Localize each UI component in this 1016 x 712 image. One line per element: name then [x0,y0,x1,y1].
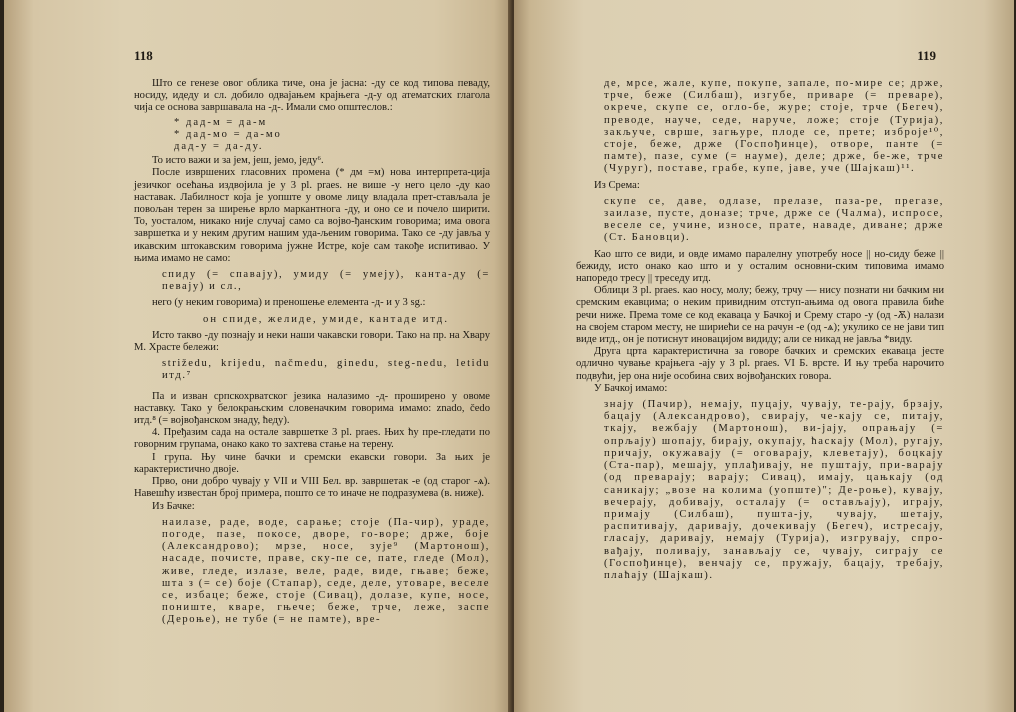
paragraph: Друга црта карактеристична за говоре бачких и сремских екаваца јесте одлично чување крајњега -ају у 3 pl. praes. VI Б. врсте. И њу треба нарочито подвући, јер она није особина свих војвођанских говора. [576,346,944,382]
example-line: * дад-мо = да-мо [174,128,282,140]
right-page [514,0,1014,712]
example-quote: скупе се, даве, одлазе, прелазе, паза-ре, прегазе, заилазе, пусте, доназе; трче, држе се (Чалма), испросе, веселе се, учине, износе, прате, наваде, диване; држе (Ст. Бановци). [604,195,944,244]
page-number-right: 119 [917,48,936,63]
left-page [4,0,512,712]
paragraph: Па и изван српскохрватског језика налазимо -д- проширено у овоме наставку. Тако у белокрањским словеначким говорима имамо: znado, čedo итд.⁸ (= војвођанском знаду, ћеду). [134,390,490,427]
paragraph: Исто такво -ду познају и неки наши чакавски говори. Тако на пр. на Хвару М. Храсте бележи: [134,329,490,354]
paragraph: 4. Пређазим сада на остале завршетке 3 pl. praes. Њих ћу пре-гледати по говорним групама, онако како то захтева стање на терену. [134,427,490,451]
paragraph: Као што се види, и овде имамо паралелну употребу носе || но-сиду беже || бежиду, исто онако као што и у осталим основни-ским типовима имамо напоредо тресу || треседу итд. [576,248,944,285]
example-line: * дад-м = да-м [174,116,268,128]
paragraph: Што се генезе овог облика тиче, она је јасна: -ду се код типова певаду, носиду, идеду и сл. добило одвајањем крајњега -д-у од атематских глагола чија се основа завршавала на -д-. Имали смо општеслов.: [134,78,490,114]
paragraph: него (у неким говорима) и преношење елемента -д- и у 3 sg.: [152,297,426,309]
example-quote: де, мрсе, жале, купе, покупе, запале, по-мире се; држе, трче, беже (Силбаш), изгубе, приваре (= преваре), окрече, скупе се, огло-бе, журе; стоје, трче (Бегеч), преводе, научe, седе, наруче, ложе; стоје (Турија), закључе, сврше, загњуре, плоде се, прете; изброје¹⁰, стоје, беже, држе (Госпођинце), отворе, панте (= памте), пазе, суме (= науме), деле; држе, бе-же, трче (Чуруг), поставе, грабе, купе, јаве, уче (Шајкаш)¹¹. [604,78,944,175]
example-quote: он спиде, желиде, умиде, кантаде итд. [203,313,449,325]
paragraph: Из Бачке: [152,500,195,512]
paragraph: Облици 3 pl. praes. као носу, молу; бежу, трчу — нису познати ни бачким ни сремским екавцима; о неким привидним отступ-ањима од овога правила биће речи ниже. Према томе се код екаваца у Бачкој и Срему старо -у (од -Ѫ) налази на својем старом месту, не шириећи се на рачун -е (од -ѧ); укулико се не јави тип виде итд., он је потиснут иновацијом видиду; али се никад не јавља *виду. [576,285,944,346]
example-line: дад-у = да-ду. [174,141,264,153]
page-number-left: 118 [134,48,153,63]
example-quote: strižedu, krijedu, načmedu, ginedu, steg-nedu, letidu итд.⁷ [162,358,490,382]
paragraph: Из Срема: [594,179,640,191]
example-quote: наилазе, раде, воде, сарање; стоје (Па-чир), ураде, погоде, пазе, покосе, дворе, го-воре; држе, боје (Александрово); мрзе, носе, зује⁹ (Мартонош), насаде, почисте, праве, ску-пе се, пате, гледе (Мол), живе, гледе, излазе, веле, раде, виде, гњаве; беже, шта з (= се) боје (Стапар), седе, деле, утоваре, веселе се, избаце; беже, стоје (Сивац), долазе, купе, носе, пониште, кваре, гњече; беже, трче, леже, заспе (Дероње), не тубе (= не памте), вре- [162,516,490,626]
paragraph: Прво, они добро чувају у VII и VIII Бел. вр. завршетак -е (од старог -ѧ). Навешћу известан број примера, пошто се то иначе не подразумева (в. ниже). [134,476,490,500]
paragraph: То исто важи и за јем, јеш, јемо, једу⁶. [152,155,324,167]
example-quote: знају (Пачир), немају, пуцају, чувају, те-рају, брзају, бацају (Александрово), свирају, че-кају се, питају, ткају, вежбају (Мартонош), ви-јају, опрањају (= опрљају) шопају, бирају, окупају, ћаскају (Мол), ругају, причају, окужавају (= оговарају, клеветају), боцкају (Ста-пар), мешају, уплађивају, не пуштају, при-варају (од преварају; варају; Сивац), имају, цањкају (од саникају; „возе на колима (уопште)"; Де-роње), кувају, вечерају, добивају, осталају (= остављају), играју, примају (Силбаш), пушта-ју, чувају, шетају, распитивају, даривају, дочекивају (Бегеч), истресају, гласају, даривају, немају (Турија), изгрувају, спро-вађају, поливају, занављају се, чувају, сиграју се (Госпођинце), венчају се, пружају, бацају, требају, плаћају (Шајкаш). [604,399,944,581]
example-quote: спиду (= спавају), умиду (= умеју), канта-ду (= певају) и сл., [162,269,490,293]
example-block [174,117,490,154]
paragraph: После извршених гласовних промена (* дм =м) нова интерпрета-ција језичког осећања издвојила је у 3 pl. praes. не више -у него цело -ду као наставак. Лабилност која је уопште у овоме лицу владала прет-стављала је повољан терен за ширење врло маркантнога -ду, и оно се и почело ширити. То, уосталом, никако није случај само са војво-ђанским говорима; има овога завршетка и у неким другим нашим уда-љеним говорима. Тако се -ду јавља у икавским штокавским говорима јужне Истре, које сам такође испитивао. У њима имамо не само: [134,167,490,264]
paragraph: I група. Њу чине бачки и сремски екавски говори. За њих је карактеристично двоје. [134,451,490,475]
paragraph: У Бачкој имамо: [594,382,668,394]
